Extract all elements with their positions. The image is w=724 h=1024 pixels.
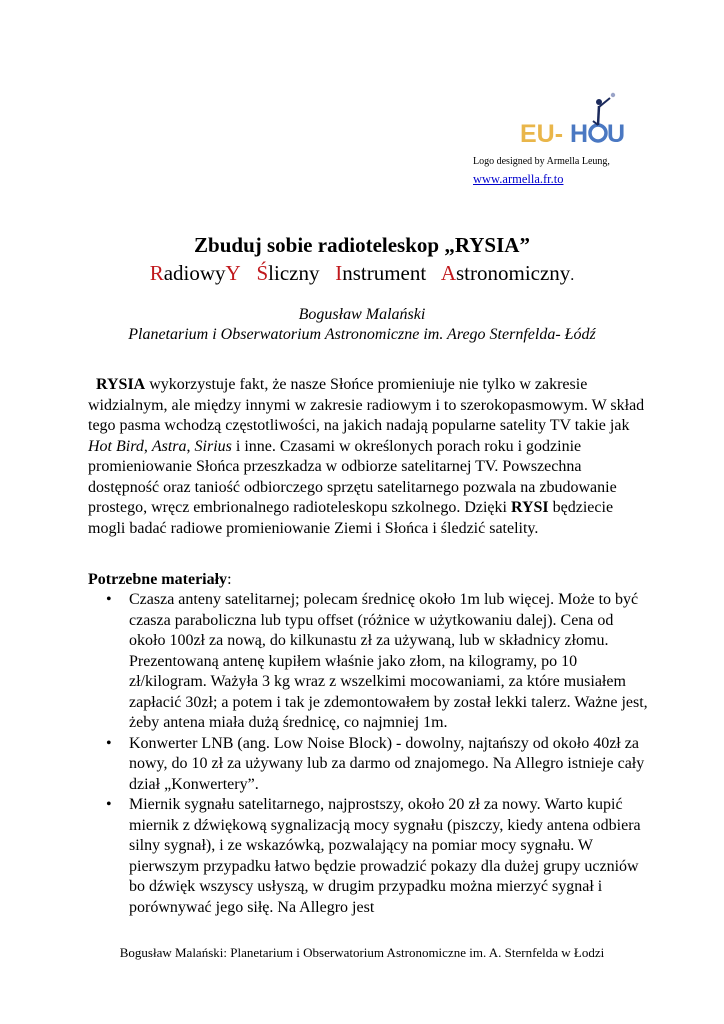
list-item: • Czasza anteny satelitarnej; polecam średnicę około 1m lub więcej. Może to być czasza paraboliczna lub typu offset (różnice w użytkowaniu dalej). Cena od około 100zł za nową, do kilkunastu zł za używaną, lub w składnicy złomu. Prezentowaną antenę kupiłem właśnie jako złom, na kilogramy, po 10 zł/kilogram. Ważyła 3 kg wraz z wszelkimi mocowaniami, za które musiałem zapłacić 30zł; a potem i tak je zdemontowałem by został lekki talerz. Ważne jest, żeby antena miała dużą średnicę, co najmniej 1m.	[106, 591, 648, 731]
logo-hou-text: H	[570, 120, 589, 148]
logo-star	[611, 93, 615, 97]
logo-eu-text: EU-	[520, 120, 564, 148]
armella-link[interactable]: www.armella.fr.to	[473, 172, 564, 186]
logo-o-circle	[590, 125, 606, 141]
institute-name: Planetarium i Obserwatorium Astronomiczne im. Arego Sternfelda- Łódź	[128, 326, 596, 343]
bullet-icon: •	[106, 591, 112, 608]
logo-u-text: U	[607, 120, 626, 148]
materials-list	[88, 590, 648, 918]
intro-paragraph: RYSIA wykorzystuje fakt, że nasze Słońce promieniuje nie tylko w zakresie widzialnym, ale między innymi w zakresie radiowym i to szerokopasmowym. W skład tego pasma wchodzą częstotliwości, na jakich nadają popularne satelity TV takie jak Hot Bird, Astra, Sirius i inne. Czasami w określonych porach roku i godzinie promieniowanie Słońca przeszkadza w odbiorze satelitarnej TV. Powszechna dostępność oraz taniość odbiorczego sprzętu satelitarnego pozwala na zbudowanie prostego, wręcz embrionalnego radioteleskopu szkolnego. Dzięki RYSI będziecie mogli badać radiowe promieniowanie Ziemi i Słońca i śledzić satelity.	[88, 376, 645, 537]
list-item: • Miernik sygnału satelitarnego, najprostszy, około 20 zł za nowy. Warto kupić miernik z dźwiękową sygnalizacją mocy sygnału (piszczy, kiedy antena odbiera silny sygnał), i ze wskazówką, pozwalający na pomiar mocy sygnału. W pierwszym przypadku łatwo będzie prowadzić pokazy dla dużej grupy uczniów bo dźwięk wszyscy usłyszą, w drugim przypadku można mierzyć sygnał i porównywać jego siłę. Na Allegro jest	[106, 796, 641, 916]
eu-hou-logo-image	[520, 92, 626, 154]
document-title: Zbuduj sobie radioteleskop „RYSIA”	[194, 233, 530, 257]
eu-hou-logo	[520, 92, 626, 154]
list-item: • Konwerter LNB (ang. Low Noise Block) - dowolny, najtańszy od około 40zł za nowy, do 10 zł za używany lub za darmo od znajomego. Na Allegro istnieje cały dział „Konwertery”.	[106, 734, 645, 793]
bullet-icon: •	[106, 796, 112, 813]
page-footer: Bogusław Malański: Planetarium i Obserwatorium Astronomiczne im. A. Sternfelda w Łodzi	[119, 945, 605, 960]
author-name: Bogusław Malański	[298, 306, 426, 323]
logo-figure-body	[598, 106, 599, 125]
logo-caption: Logo designed by Armella Leung,	[473, 156, 610, 167]
document-subtitle: RadiowyY Śliczny Instrument Astronomiczny.	[149, 261, 575, 285]
materials-heading: Potrzebne materiały:	[88, 571, 232, 588]
bullet-icon: •	[106, 734, 112, 752]
